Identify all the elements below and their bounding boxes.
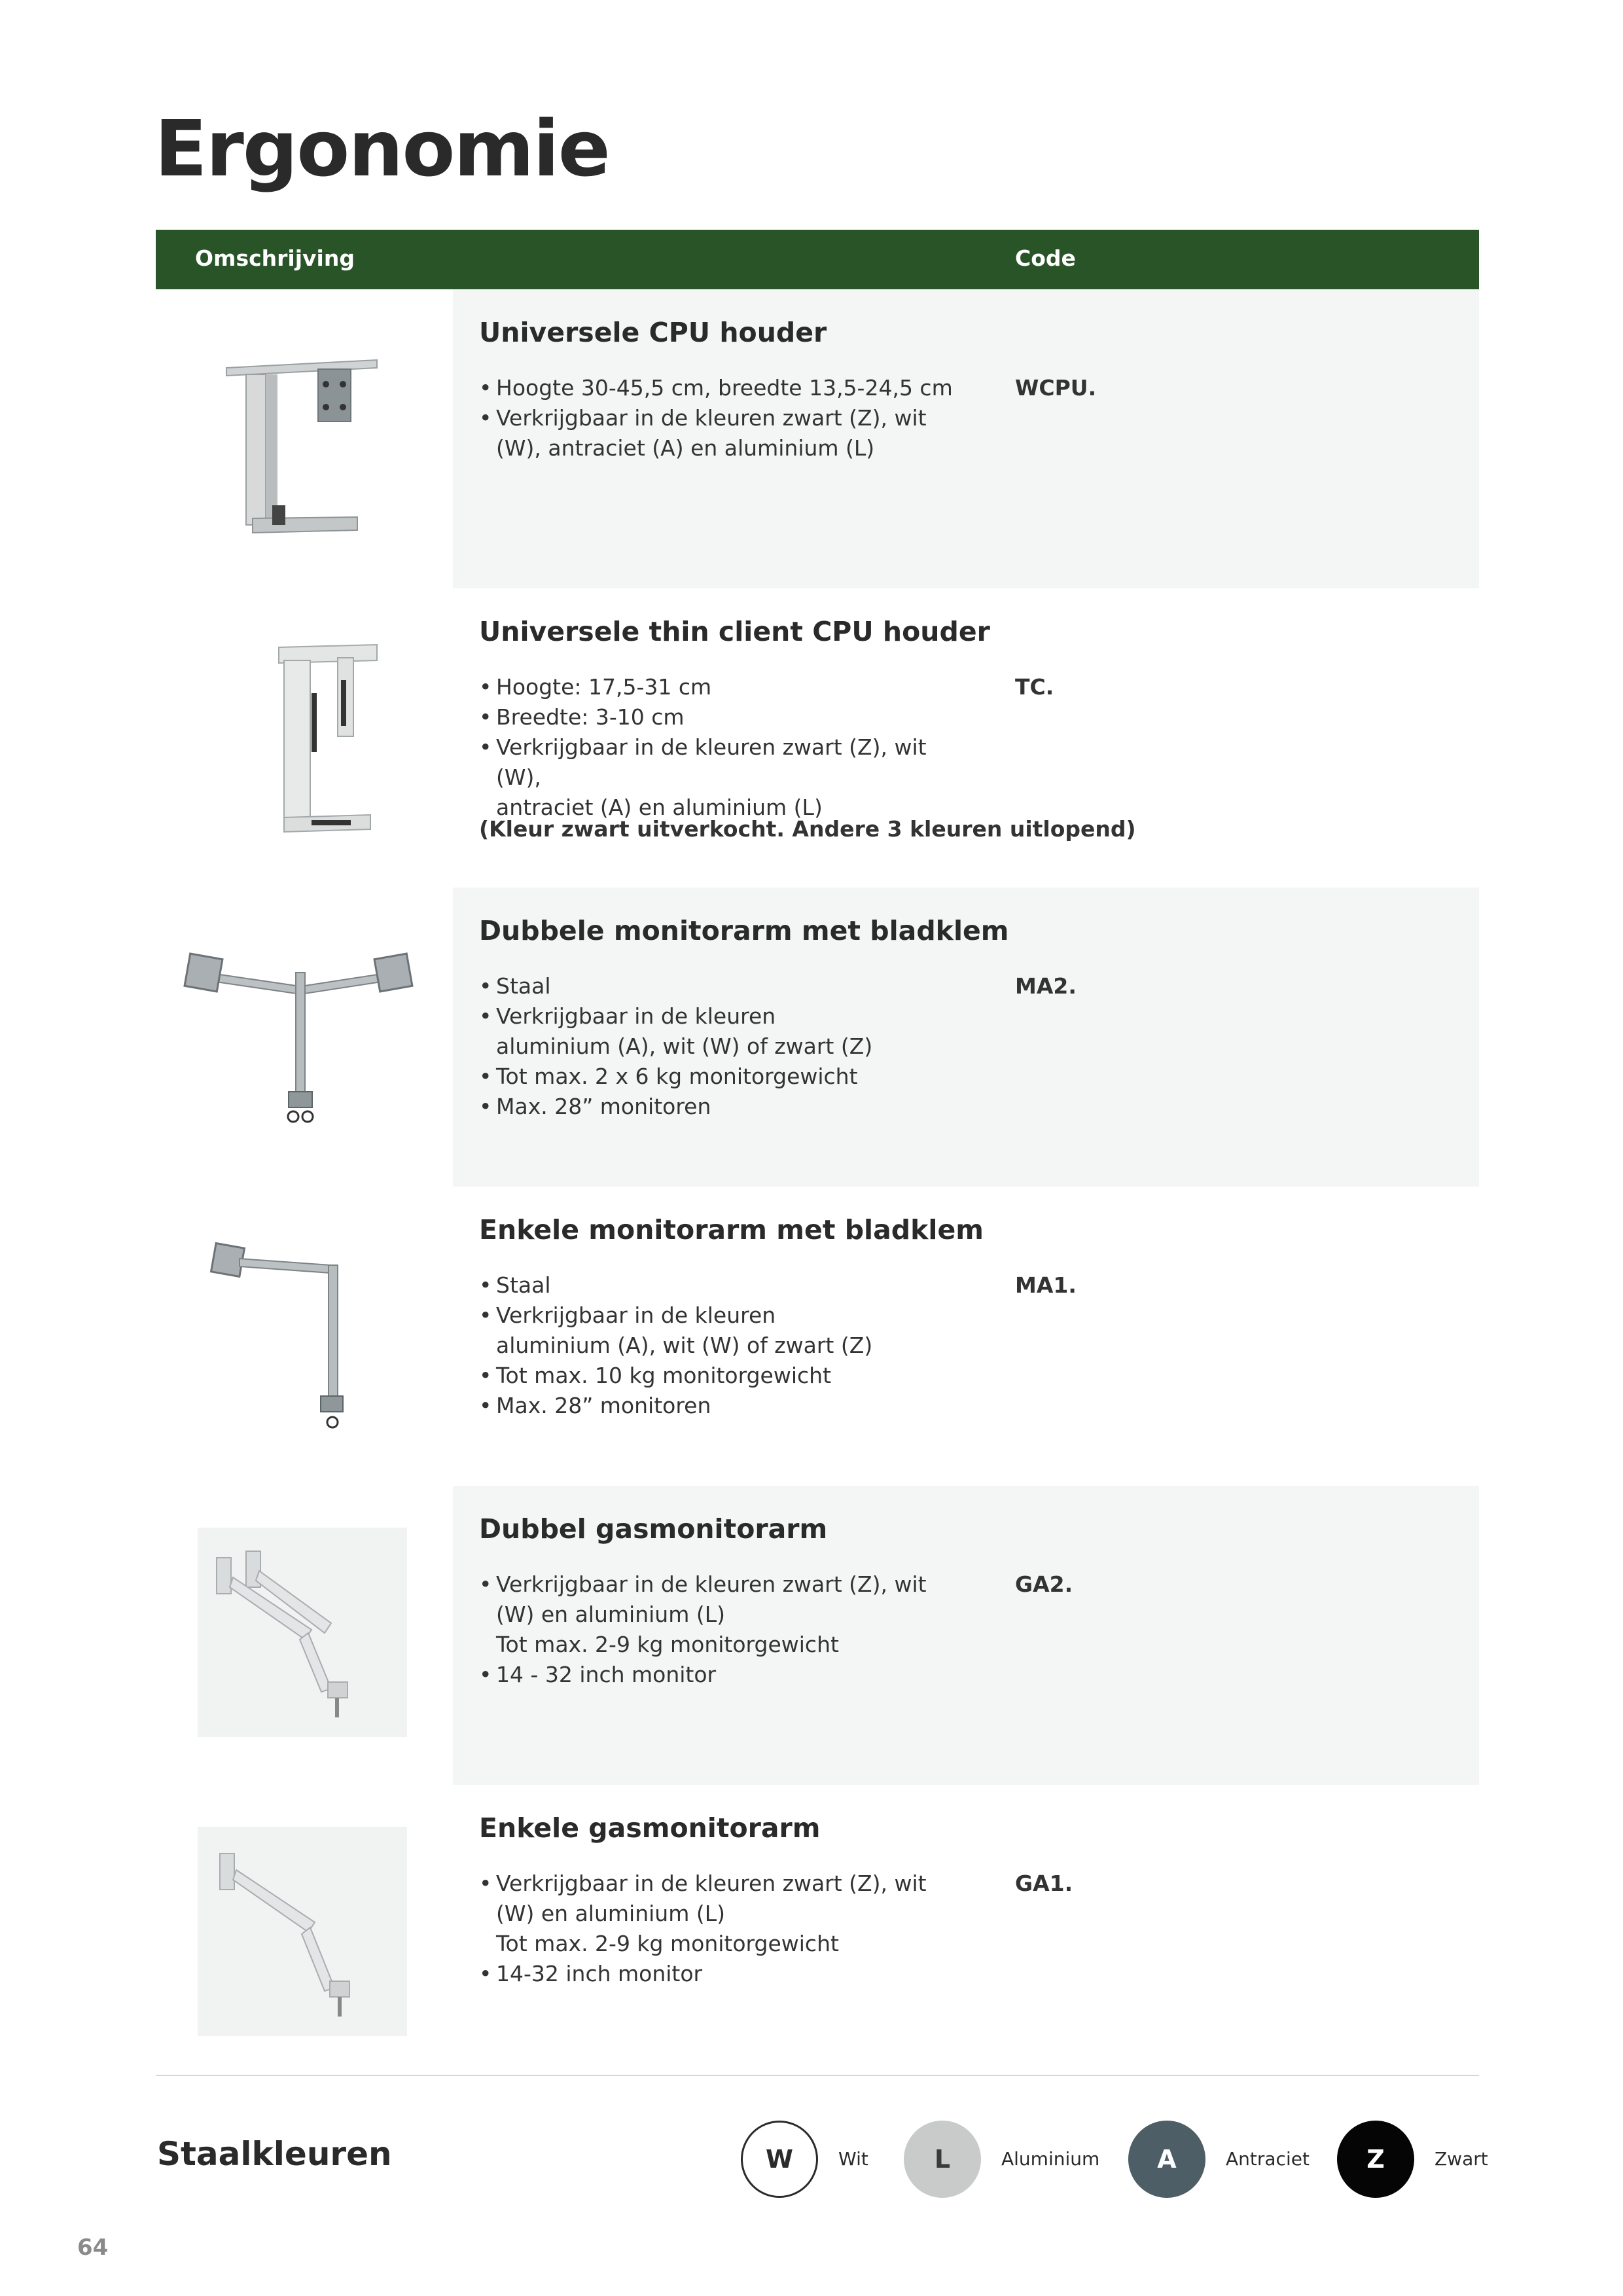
product-code: MA1. [1015,1272,1077,1298]
spec-line: • Hoogte: 17,5-31 cm [479,672,976,702]
thin-client-holder-icon [181,621,418,844]
spec-line: • Breedte: 3-10 cm [479,702,976,732]
spec-line: • Max. 28” monitoren [479,1092,976,1122]
product-title: Universele thin client CPU houder [479,616,990,647]
product-row [156,289,1479,588]
cpu-holder-icon [181,322,418,545]
product-code: GA1. [1015,1871,1073,1896]
spec-line: • Staal [479,971,976,1001]
single-monitor-arm-icon [181,1219,418,1442]
dual-monitor-arm-icon [181,920,418,1143]
color-swatch-anthracite [1128,2121,1205,2198]
swatch-label: Wit [838,2148,868,2170]
page-title: Ergonomie [154,103,609,194]
spec-line: antraciet (A) en aluminium (L) [496,795,823,820]
table-header [156,230,1479,289]
product-note: (Kleur zwart uitverkocht. Andere 3 kleuren uitlopend) [479,816,1136,842]
product-row [156,588,1479,888]
spec-line: • Max. 28” monitoren [479,1391,976,1421]
dual-gas-monitor-arm-icon [181,1518,418,1741]
swatch-label: Antraciet [1226,2148,1310,2170]
spec-line: Tot max. 2-9 kg monitorgewicht [496,1931,839,1956]
product-code: WCPU. [1015,375,1097,401]
product-specs [479,1869,976,1989]
product-specs [479,373,976,463]
steel-colors-title: Staalkleuren [157,2135,392,2173]
spec-line: • Tot max. 2 x 6 kg monitorgewicht [479,1062,976,1092]
color-swatch-white [741,2121,818,2198]
column-header-description: Omschrijving [195,245,355,271]
spec-line: • Staal [479,1270,976,1300]
color-swatch-black [1337,2121,1414,2198]
product-code: MA2. [1015,973,1077,999]
spec-line: • Verkrijgbaar in de kleuren [479,1001,976,1031]
spec-line: • Verkrijgbaar in de kleuren zwart (Z), wit [479,1570,976,1600]
spec-line: • Tot max. 10 kg monitorgewicht [479,1361,976,1391]
product-title: Dubbel gasmonitorarm [479,1513,828,1545]
spec-line: (W) en aluminium (L) [496,1901,725,1926]
product-specs [479,1570,976,1690]
product-specs [479,672,976,823]
product-row [156,888,1479,1187]
product-row [156,1486,1479,1785]
spec-line: Tot max. 2-9 kg monitorgewicht [496,1632,839,1657]
spec-line: • Verkrijgbaar in de kleuren zwart (Z), wit (W), [479,732,976,793]
spec-line: • Verkrijgbaar in de kleuren [479,1300,976,1331]
product-specs [479,971,976,1122]
product-title: Dubbele monitorarm met bladklem [479,915,1009,946]
product-title: Enkele gasmonitorarm [479,1812,821,1844]
product-specs [479,1270,976,1421]
product-code: TC. [1015,674,1054,700]
swatch-label: Zwart [1435,2148,1488,2170]
swatch-label: Aluminium [1001,2148,1100,2170]
spec-line: (W), antraciet (A) en aluminium (L) [496,435,875,461]
spec-line: aluminium (A), wit (W) of zwart (Z) [496,1033,873,1059]
color-swatch-aluminium [904,2121,981,2198]
product-title: Enkele monitorarm met bladklem [479,1214,984,1246]
spec-line: • 14 - 32 inch monitor [479,1660,976,1690]
swatch-letter: A [1157,2145,1177,2174]
spec-line: • Verkrijgbaar in de kleuren zwart (Z), wit [479,403,976,433]
product-code: GA2. [1015,1571,1073,1597]
spec-line: • Hoogte 30-45,5 cm, breedte 13,5-24,5 cm [479,373,976,403]
spec-line: (W) en aluminium (L) [496,1602,725,1627]
spec-line: aluminium (A), wit (W) of zwart (Z) [496,1333,873,1358]
swatch-letter: Z [1366,2145,1385,2174]
spec-line: • 14-32 inch monitor [479,1959,976,1989]
swatch-letter: L [934,2145,951,2174]
column-header-code: Code [1015,245,1076,271]
product-title: Universele CPU houder [479,317,827,348]
section-divider [156,2075,1479,2076]
product-row [156,1785,1479,2084]
product-row [156,1187,1479,1486]
page-number: 64 [77,2234,109,2261]
single-gas-monitor-arm-icon [181,1818,418,2040]
swatch-letter: W [766,2145,793,2174]
spec-line: • Verkrijgbaar in de kleuren zwart (Z), wit [479,1869,976,1899]
